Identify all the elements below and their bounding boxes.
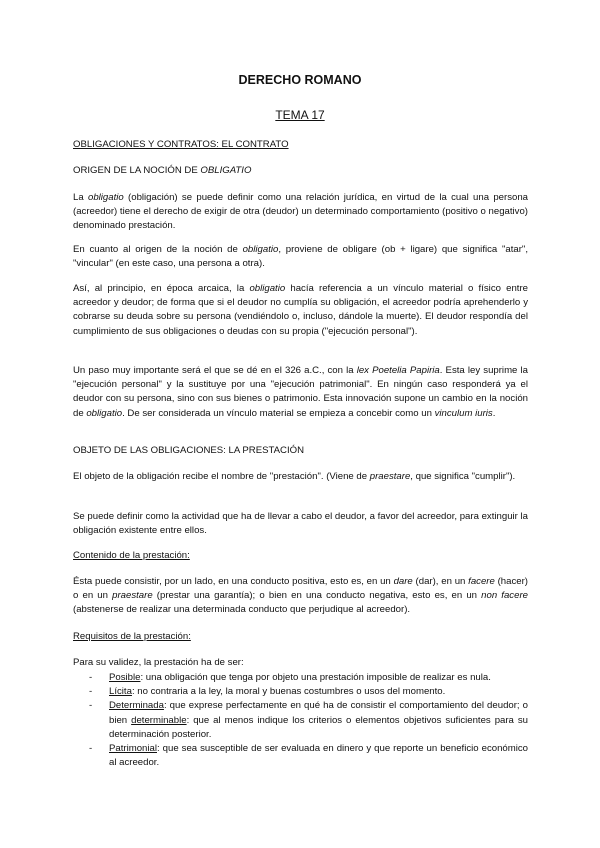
paragraph-content: Ésta puede consistir, por un lado, en una conducto positiva, esto es, en un dare (dar), en un facere (hacer) o en un praestare (prestar una garantía); o bien en una conducto negativa, esto es, en un non facere (abstenerse de realizar una determinada conducto que perjudique al acreedor). xyxy=(73,576,528,616)
paragraph-prestacion: El objeto de la obligación recibe el nombre de "prestación". (Viene de praestare, que significa "cumplir"). xyxy=(73,471,516,482)
paragraph-definition-prestacion: Se puede definir como la actividad que ha de llevar a cabo el deudor, a favor del acreedor, para extinguir la obligación existente entre ellos. xyxy=(73,511,528,537)
list-item: - Patrimonial: que sea susceptible de ser evaluada en dinero y que reporte un beneficio económico al acreedor. xyxy=(89,743,528,769)
paragraph-lex-poetelia: Un paso muy importante será el que se dé en el 326 a.C., con la lex Poetelia Papiria. Esta ley suprime la "ejecución personal" y la sustituye por una "ejecución patrimonial". En ningún caso responderá ya el deudor con su persona, sino con sus bienes o patrimonio. Esta innovación supone un cambio en la noción de obligatio. De ser considerada un vínculo material se empieza a concebir como un vinculum iuris. xyxy=(73,365,528,419)
section-heading-origin: ORIGEN DE LA NOCIÓN DE OBLIGATIO xyxy=(73,165,252,176)
paragraph-validity: Para su validez, la prestación ha de ser: xyxy=(73,657,244,668)
list-item: - Posible: una obligación que tenga por objeto una prestación imposible de realizar es nula. xyxy=(89,672,491,683)
section-heading-contract: OBLIGACIONES Y CONTRATOS: EL CONTRATO xyxy=(73,139,289,150)
paragraph-archaic: Así, al principio, en época arcaica, la obligatio hacía referencia a un vínculo material o físico entre acreedor y deudor; de forma que si el deudor no cumplía su obligación, el acreedor podría aprehenderlo y cobrarse su deuda sobre su persona (vendiéndolo o, incluso, dándole la muerte). El deudor respondía del cumplimiento de sus obligaciones o deudas con su propia ("ejecución personal"). xyxy=(73,283,528,337)
requirements-list xyxy=(73,671,528,770)
document-title: DERECHO ROMANO xyxy=(238,73,362,87)
list-item: - Lícita: no contraria a la ley, la moral y buenas costumbres o usos del momento. xyxy=(89,686,446,698)
section-heading-object: OBJETO DE LAS OBLIGACIONES: LA PRESTACIÓN xyxy=(73,445,305,456)
subheading-requirements: Requisitos de la prestación: xyxy=(73,631,191,642)
paragraph-origin: En cuanto al origen de la noción de obligatio, proviene de obligare (ob + ligare) que significa "atar", "vincular" (en este caso, una persona a otra). xyxy=(73,244,528,270)
subheading-content: Contenido de la prestación: xyxy=(73,550,190,561)
topic-number: TEMA 17 xyxy=(275,108,325,122)
paragraph-definition: La obligatio (obligación) se puede definir como una relación jurídica, en virtud de la cual una persona (acreedor) tiene el derecho de exigir de otra (deudor) un determinado comportamiento (positivo o negativo) denominado prestación. xyxy=(73,192,529,232)
list-item: - Determinada: que exprese perfectamente en qué ha de consistir el comportamiento del deudor; o bien determinable: que al menos indique los criterios o elementos objetivos suficientes para su determinación posterior. xyxy=(89,700,528,740)
